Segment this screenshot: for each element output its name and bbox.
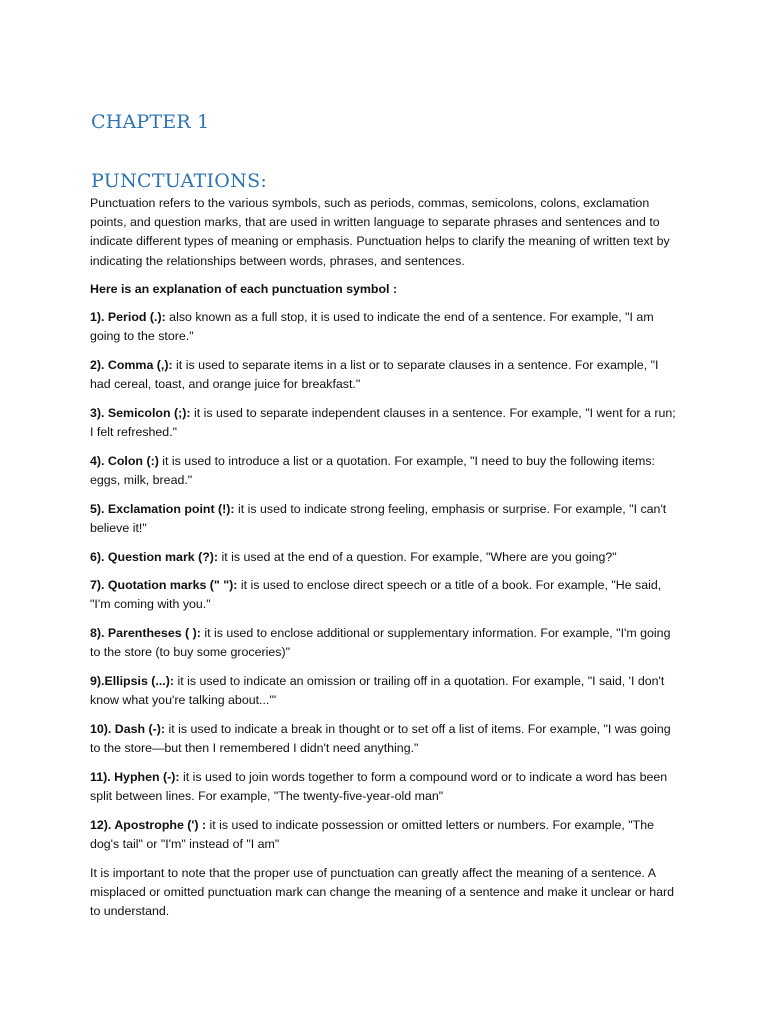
item-term: 3). Semicolon (;): (90, 405, 191, 420)
item-term: 6). Question mark (?): (90, 549, 219, 564)
item-text: it is used to separate independent clauses in a sentence. For example, "I went for a run; I felt refreshed." (90, 405, 676, 440)
punctuation-item-parentheses (90, 624, 680, 662)
item-term: 9).Ellipsis (...): (90, 674, 174, 689)
chapter-heading: CHAPTER 1 (91, 111, 210, 133)
punctuation-item-exclamation (90, 500, 680, 538)
punctuation-item-dash (90, 720, 680, 758)
item-text: it is used to separate items in a list or to separate clauses in a sentence. For example, "I had cereal, toast, and orange juice for breakfast." (90, 357, 659, 392)
item-term: 7). Quotation marks (" "): (90, 578, 238, 593)
item-text: it is used to indicate possession or omitted letters or numbers. For example, "The dog's tail" or "I'm" instead of "I am" (90, 817, 654, 851)
punctuation-item-ellipsis (90, 672, 680, 710)
item-term: 4). Colon (:) (90, 453, 159, 468)
item-text: it is used to indicate strong feeling, emphasis or surprise. For example, "I can't believe it!" (90, 501, 667, 535)
punctuation-item-hyphen (90, 768, 680, 806)
punctuation-item-quotation-marks (90, 576, 680, 614)
punctuation-item-semicolon (90, 404, 680, 442)
item-term: 1). Period (.): (90, 310, 166, 325)
item-term: 10). Dash (-): (90, 721, 166, 736)
punctuation-item-period (90, 308, 680, 346)
item-text: it is used to indicate a break in thought or to set off a list of items. For example, "I was going to the store—but then I remembered I didn't need anything." (90, 721, 671, 756)
list-heading: Here is an explanation of each punctuation symbol : (90, 281, 398, 296)
item-term: 12). Apostrophe (') : (90, 817, 207, 832)
item-term: 8). Parentheses ( ): (90, 626, 201, 641)
section-title: PUNCTUATIONS: (91, 170, 268, 192)
intro-paragraph: Punctuation refers to the various symbols, such as periods, commas, semicolons, colons, exclamation points, and question marks, that are used in written language to separate phrases and sentences and to indicate different types of meaning or emphasis. Punctuation helps to clarify the meaning of written text by indicating the relationships between words, phrases, and sentences. (90, 196, 670, 268)
punctuation-item-comma (90, 356, 680, 394)
item-text: it is used to enclose direct speech or a title of a book. For example, "He said, "I'm coming with you." (90, 578, 662, 612)
item-text: it is used at the end of a question. For example, "Where are you going?" (218, 549, 617, 564)
punctuation-item-apostrophe (90, 816, 680, 854)
item-term: 5). Exclamation point (!): (90, 501, 235, 516)
document-body (90, 194, 680, 930)
item-text: it is used to indicate an omission or trailing off in a quotation. For example, "I said, 'I don't know what you're talking about...'" (90, 674, 665, 708)
conclusion-paragraph: It is important to note that the proper use of punctuation can greatly affect the meaning of a sentence. A misplaced or omitted punctuation mark can change the meaning of a sentence and make it unclear or hard to understand. (90, 865, 675, 919)
item-text: it is used to introduce a list or a quotation. For example, "I need to buy the following items: eggs, milk, bread." (90, 453, 655, 487)
item-text: it is used to join words together to form a compound word or to indicate a word has been split between lines. For example, "The twenty-five-year-old man" (90, 769, 668, 804)
punctuation-item-question-mark (90, 548, 680, 567)
item-term: 11). Hyphen (-): (90, 769, 180, 784)
item-text: it is used to enclose additional or supplementary information. For example, "I'm going to the store (to buy some groceries)" (90, 626, 671, 660)
item-term: 2). Comma (,): (90, 357, 173, 372)
item-text: also known as a full stop, it is used to indicate the end of a sentence. For example, "I am going to the store." (90, 310, 654, 344)
punctuation-item-colon (90, 452, 680, 490)
